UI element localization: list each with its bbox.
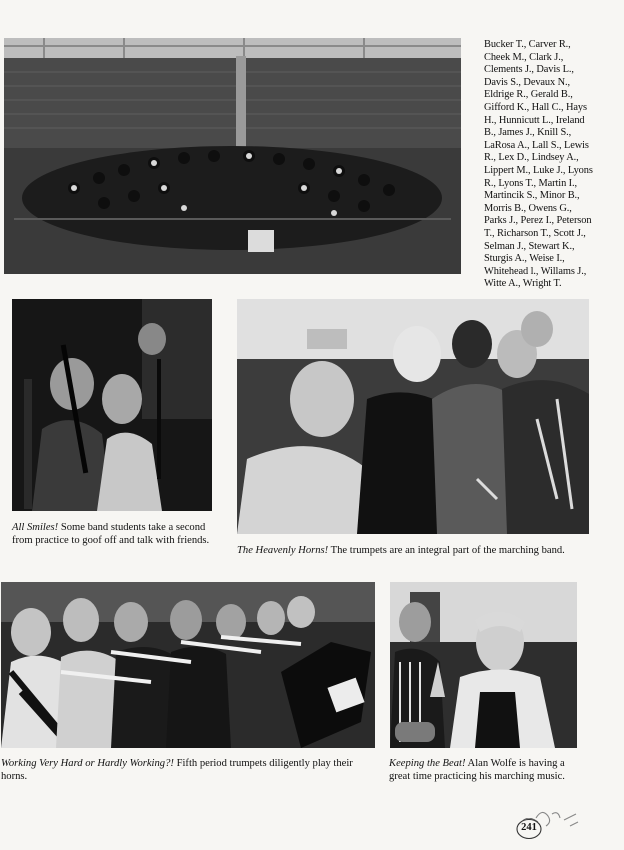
roster-line: B., James J., Knill S., (484, 127, 572, 139)
roster-line: T., Richarson T., Scott J., (484, 227, 586, 239)
roster-line: Martincik S., Minor B., (484, 190, 580, 202)
keeping-beat-caption (389, 757, 577, 784)
caption-text: Alan Wolfe is having a great time practicing his marching music. (389, 758, 565, 783)
trumpet-section-photo (1, 582, 375, 748)
roster-line: R., Lyons T., Martin I., (484, 177, 578, 189)
scribble-doodle-icon (532, 806, 580, 838)
roster-line: Davis S., Devaux N., (484, 76, 571, 88)
roster-line: Sturgis A., Weise I., (484, 253, 565, 265)
roster-line: Selman J., Stewart K., (484, 240, 575, 252)
roster-line: R., Lex D., Lindsey A., (484, 152, 579, 164)
page-number-text: 241 (521, 822, 537, 833)
roster-line: Clements J., Davis L., (484, 64, 574, 76)
keeping-the-beat-photo (390, 582, 577, 748)
roster-line: Whitehead l., Willams J., (484, 265, 587, 277)
caption-text: Fifth period trumpets diligently play their horns. (1, 758, 353, 783)
roster-line: Cheek M., Clark J., (484, 51, 564, 63)
heavenly-horns-caption (237, 544, 589, 557)
caption-lead: Keeping the Beat! (389, 758, 466, 769)
band-roster (484, 39, 618, 291)
heavenly-horns-photo (237, 299, 589, 534)
all-smiles-photo (12, 299, 212, 511)
roster-line: Bucker T., Carver R., (484, 39, 571, 50)
caption-text: The trumpets are an integral part of the marching band. (328, 545, 565, 556)
roster-line: H., Hunnicutt L., Ireland (484, 114, 585, 126)
caption-lead: The Heavenly Horns! (237, 545, 329, 556)
roster-line: Lippert M., Luke J., Lyons (484, 164, 593, 176)
roster-line: Parks J., Perez I., Peterson (484, 215, 592, 227)
roster-line: Gifford K., Hall C., Hays (484, 101, 587, 113)
roster-line: Witte A., Wright T. (484, 278, 562, 290)
working-hard-caption (1, 757, 375, 784)
caption-lead: All Smiles! (12, 522, 59, 533)
band-group-photo (4, 38, 461, 274)
caption-text: Some band students take a second from practice to goof off and talk with friends. (12, 522, 210, 547)
roster-line: Morris B., Owens G., (484, 202, 572, 214)
caption-lead: Working Very Hard or Hardly Working?! (1, 758, 174, 769)
roster-line: LaRosa A., Lall S., Lewis (484, 139, 589, 151)
all-smiles-caption (12, 521, 212, 548)
roster-line: Eldrige R., Gerald B., (484, 89, 573, 101)
